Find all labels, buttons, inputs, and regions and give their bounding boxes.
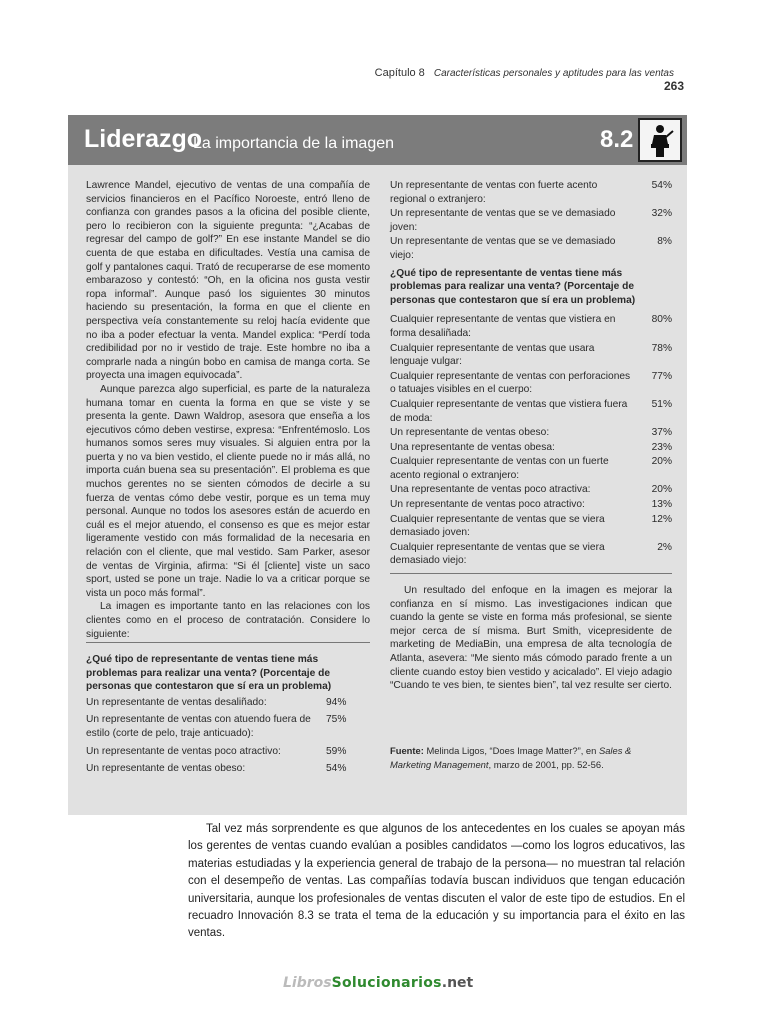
survey-row: Cualquier representante de ventas que vistiera fuera de moda: 51%	[390, 398, 672, 424]
source-text: Melinda Ligos, “Does Image Matter?”, en	[426, 745, 597, 756]
left-column	[86, 179, 370, 641]
survey-row: Un representante de ventas con atuendo fuera de estilo (corte de pelo, traje anticuado): 75%	[86, 714, 347, 739]
source-journal: Sales & Marketing Management	[390, 745, 632, 770]
survey-row: Cualquier representante de ventas con perforaciones o tatuajes visibles en el cuerpo: 77%	[390, 370, 672, 396]
paragraph: Lawrence Mandel, ejecutivo de ventas de una compañía de servicios financieros en el Pacífico Noroeste, entró lleno de confianza con grandes pasos a la oficina del posible cliente, pero lo recibieron con la siguiente pregunta: “¿Acabas de regresar del campo de golf?” En ese instante Mandel se dio cuenta de que estaba en dificultades. Vestía una camisa de golf y pantalones caqui. Trató de recuperarse de ese momento embarazoso y contestó: “Oh, en la oficina nos gusta vestir ropa informal”. Aunque pasó los siguientes 30 minutos haciendo su presentación, la forma en que el cliente en perspectiva veía constantemente su reloj hacía evidente que no iba a poder efectuar la venta. Mandel explica: “Perdí toda credibilidad por no ir vestido de traje. Este hombre no iba a comprarle nada a ningún bobo en camisa de manga corta. Se proyecta una imagen equivocada”.	[86, 180, 370, 382]
page-number: 263	[663, 79, 684, 93]
box-number: 8.2	[600, 126, 634, 153]
running-head	[360, 67, 684, 93]
survey-row: Una representante de ventas obesa: 23%	[390, 441, 672, 453]
survey-row: Un representante de ventas que se ve demasiado joven: 32%	[390, 208, 672, 233]
survey-row: Cualquier representante de ventas que se viera demasiado joven: 12%	[390, 513, 672, 539]
survey-row: Un representante de ventas que se ve demasiado viejo: 8%	[390, 236, 672, 261]
paragraph: Aunque parezca algo superficial, es parte de la naturaleza humana tomar en cuenta la forma en que se viste y se presenta la gente. Dawn Waldrop, asesora que enseña a los ejecutivos cómo deben vestirse, expresa: “Enfrentémoslo. Los humanos somos seres muy visuales. Si alguien entra por la puerta y no va bien vestido, el cliente puede no ir más allá, no importa cuán buena sea su presentación”. El problema es que muchos gerentes no se sienten cómodos de decirle a su fuerza de ventas cómo debe vestir, porque es un tema muy personal. Aunque no todos los asesores están de acuerdo en cuál es el mejor atuendo, el consenso es que es mejor estar ligeramente vestido con más formalidad de la necesaria en relación con el cliente, que mal vestido. Sam Parker, asesor de ventas de Virginia, afirma: “Si él [cliente] viste un saco sport, usted se pone un traje. Nadie lo va a criticar porque se vista un poco más formal”.	[86, 383, 370, 599]
survey-row: Cualquier representante de ventas que se viera demasiado viejo: 2%	[390, 541, 672, 567]
survey-list	[390, 179, 672, 574]
source-note	[390, 744, 672, 772]
survey-row: Un representante de ventas con fuerte acento regional o extranjero: 54%	[390, 180, 672, 205]
paragraph: La imagen es importante tanto en las relaciones con los clientes como en el proceso de contratación. Considere lo siguiente:	[86, 601, 370, 640]
survey-row: Un representante de ventas obeso: 54%	[86, 763, 347, 775]
box-kicker: Liderazgo	[84, 125, 203, 153]
footer-logo: LibrosSolucionarios.net	[283, 975, 474, 991]
survey-row: Un representante de ventas desaliñado: 94%	[86, 696, 347, 708]
survey-row: Cualquier representante de ventas que usara lenguaje vulgar: 78%	[390, 342, 672, 368]
main-body-text	[188, 821, 685, 943]
box-subtitle: La importancia de la imagen	[193, 135, 395, 152]
body-paragraph: Tal vez más sorprendente es que algunos de los antecedentes en los cuales se apoyan más los gerentes de ventas cuando evalúan a posibles candidatos —como los logros educativos, las materias estudiadas y la experiencia general de trabajo de la persona— no muestran tal relación con el desempeño de ventas. Las compañías todavía buscan individuos que tengan educación universitaria, aunque los profesionales de ventas discuten el valor de este tipo de estudios. En el recuadro Innovación 8.3 se trata el tema de la educación y su importancia para el éxito en las ventas.	[188, 823, 685, 940]
right-column	[390, 179, 672, 693]
chapter-label: Capítulo 8	[374, 67, 425, 79]
source-date: , marzo de 2001, pp. 52-56.	[488, 759, 604, 770]
survey-row: Un representante de ventas poco atractivo: 59%	[86, 745, 347, 757]
survey-row: Un representante de ventas obeso: 37%	[390, 427, 672, 439]
closing-paragraph: Un resultado del enfoque en la imagen es mejorar la confianza en sí mismo. Las investigaciones indican que cuando la gente se viste en forma más profesional, se siente mejor cerca de sí misma. Burt Smith, vicepresidente de marketing de MediaBin, una empresa de alta tecnología de Atlanta, asevera: “Me siento más cómodo parado frente a un cliente cuando estoy bien vestido y acicalado”. El viejo adagio “Cuando te ves bien, te sientes bien”, tal vez resulte ser cierto.	[390, 585, 672, 692]
survey-row: Una representante de ventas poco atractiva: 20%	[390, 484, 672, 496]
source-label: Fuente:	[390, 745, 424, 756]
survey-question: ¿Qué tipo de representante de ventas tiene más problemas para realizar una venta? (Porcentaje de personas que contestaron que sí era un problema)	[390, 267, 636, 306]
survey-question: ¿Qué tipo de representante de ventas tiene más problemas para realizar una venta? (Porcentaje de personas que contestaron que sí era un problema)	[86, 654, 332, 693]
survey-row: Cualquier representante de ventas que vistiera en forma desaliñada: 80%	[390, 314, 672, 339]
box-body	[68, 165, 687, 815]
chapter-subtitle: Características personales y aptitudes para las ventas	[433, 68, 674, 79]
survey-row: Cualquier representante de ventas con un fuerte acento regional o extranjero: 20%	[390, 456, 672, 481]
speaker-at-podium-icon	[638, 118, 682, 162]
box-header	[68, 115, 687, 165]
survey-row: Un representante de ventas poco atractivo: 13%	[390, 499, 672, 511]
left-survey	[86, 642, 370, 780]
